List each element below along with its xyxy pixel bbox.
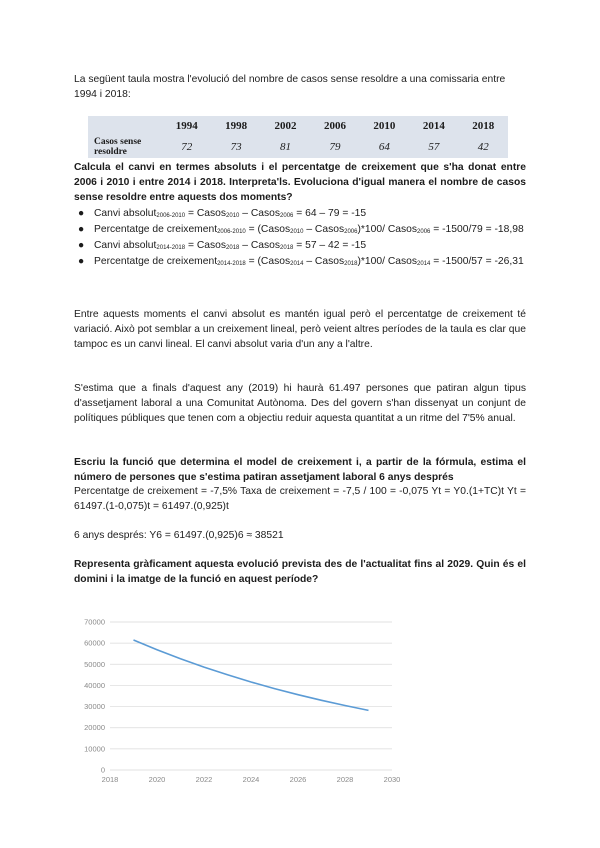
x-tick-label: 2026 — [289, 775, 307, 784]
y-tick-label: 0 — [100, 765, 105, 775]
table-cell: 72 — [181, 141, 193, 153]
x-tick-label: 2028 — [336, 775, 354, 784]
list-item — [74, 207, 526, 222]
subscript: 2014-2018 — [217, 260, 246, 267]
text-run: Canvi absolut — [94, 208, 157, 219]
text-run: – Casos — [303, 224, 345, 235]
table-cell: 42 — [477, 141, 489, 153]
x-tick-label: 2024 — [242, 775, 260, 784]
table-cell: 57 — [428, 141, 440, 153]
y-tick-label: 20000 — [84, 723, 105, 733]
table-row — [88, 136, 508, 158]
y-tick-label: 50000 — [84, 659, 105, 669]
y-tick-label: 10000 — [84, 744, 105, 754]
text-run: = -1500/79 = -18,98 — [430, 224, 524, 235]
intro-text: La següent taula mostra l'evolució del nombre de casos sense resoldre a una comissaria entre 1994 i 2018: — [74, 74, 506, 100]
year-header: 2006 — [323, 120, 346, 132]
table-cell: 81 — [280, 141, 292, 153]
text-run: – Casos — [239, 208, 281, 219]
text-run: )*100/ Casos — [357, 256, 418, 267]
subscript: 2014 — [417, 260, 431, 267]
text-run: – Casos — [239, 240, 281, 251]
table-cell: 79 — [329, 141, 341, 153]
subscript: 2014 — [290, 260, 304, 267]
year-header: 1994 — [175, 120, 198, 132]
cases-table — [88, 116, 508, 158]
x-tick-label: 2030 — [383, 775, 401, 784]
bullet-icon: ● — [78, 224, 85, 235]
subscript: 2010 — [290, 228, 304, 235]
subscript: 2018 — [226, 244, 240, 251]
text-run: = Casos — [185, 208, 227, 219]
answer-list — [74, 207, 526, 271]
text-run: = (Casos — [245, 224, 291, 235]
question-3: Representa gràficament aquesta evolució prevista des de l'actualitat fins al 2029. Quin és el domini i la imatge de la funció en aquest període? — [74, 559, 526, 585]
y-tick-label: 70000 — [84, 617, 105, 627]
x-tick-label: 2020 — [148, 775, 166, 784]
y-tick-label: 40000 — [84, 680, 105, 690]
text-run: = Casos — [185, 240, 227, 251]
text-run: – Casos — [303, 256, 345, 267]
text-run: = 57 – 42 = -15 — [293, 240, 367, 251]
table-cell: 73 — [230, 141, 242, 153]
question-1: Calcula el canvi en termes absoluts i el percentatge de creixement que s'ha donat entre 2006 i 2010 i entre 2014 i 2018. Interpreta'ls. Evoluciona d'igual manera el nombre de casos sense resoldre entre aquests dos moments? — [74, 162, 526, 203]
subscript: 2018 — [280, 244, 294, 251]
bullet-icon: ● — [78, 208, 85, 219]
text-run: Canvi absolut — [94, 240, 157, 251]
table-cell: 64 — [378, 141, 390, 153]
text-run: Percentatge de creixement — [94, 224, 218, 235]
subscript: 2006 — [280, 212, 294, 219]
subscript: 2006-2010 — [156, 212, 186, 219]
y-tick-label: 30000 — [84, 702, 105, 712]
year-header: 2002 — [274, 120, 297, 132]
text-run: = -1500/57 = -26,31 — [430, 256, 524, 267]
answer-2-formula: Percentatge de creixement = -7,5% Taxa de creixement = -7,5 / 100 = -0,075 Yt = Y0.(1+TC)t Yt = 61497.(1-0,075)t = 61497.(0,925)t — [74, 486, 526, 512]
year-header: 2014 — [422, 120, 445, 132]
year-header: 1998 — [225, 120, 248, 132]
text-run: = 64 – 79 = -15 — [293, 208, 367, 219]
list-item — [74, 223, 526, 238]
text-run: Percentatge de creixement — [94, 256, 218, 267]
table-corner — [88, 116, 162, 136]
question-2: Escriu la funció que determina el model de creixement i, a partir de la fórmula, estima el número de persones que s'estima patiran assetjament laboral 6 anys després — [74, 457, 526, 483]
bullet-icon: ● — [78, 240, 85, 251]
y-tick-label: 60000 — [84, 638, 105, 648]
text-run: )*100/ Casos — [357, 224, 418, 235]
estimate-text: S'estima que a finals d'aquest any (2019) hi haurà 61.497 persones que patiran algun tipus d'assetjament laboral a una Comunitat Autònoma. Des del govern s'han dissenyat un conjunt de polítiques públiques que tenen com a objectiu reduir aquesta quantitat a un ritme del 7'5% anual. — [74, 383, 526, 424]
year-header: 2018 — [472, 120, 495, 132]
bullet-icon: ● — [78, 256, 85, 267]
subscript: 2010 — [226, 212, 240, 219]
row-label-line: resoldre — [94, 147, 127, 157]
list-item — [74, 239, 526, 254]
x-tick-label: 2022 — [195, 775, 213, 784]
list-item — [74, 255, 526, 270]
chart-background — [74, 604, 526, 794]
subscript: 2006 — [417, 228, 431, 235]
x-tick-label: 2018 — [101, 775, 119, 784]
text-run: = (Casos — [245, 256, 291, 267]
interpretation-text: Entre aquests moments el canvi absolut es mantén igual però el percentatge de creixement té variació. Això pot semblar a un creixement lineal, però veient altres períodes de la taula es clar que tampoc es un canvi lineal. El canvi absolut varia d'un any a l'altre. — [74, 309, 526, 350]
subscript: 2018 — [344, 260, 358, 267]
year-header: 2010 — [373, 120, 396, 132]
line-chart — [74, 604, 526, 794]
subscript: 2006 — [344, 228, 358, 235]
table-header-row — [88, 116, 508, 136]
subscript: 2006-2010 — [217, 228, 246, 235]
row-label — [88, 136, 162, 158]
row-label-line: Casos sense — [94, 137, 142, 147]
subscript: 2014-2018 — [156, 244, 186, 251]
answer-2-result: 6 anys després: Y6 = 61497.(0,925)6 ≈ 38521 — [74, 530, 284, 541]
